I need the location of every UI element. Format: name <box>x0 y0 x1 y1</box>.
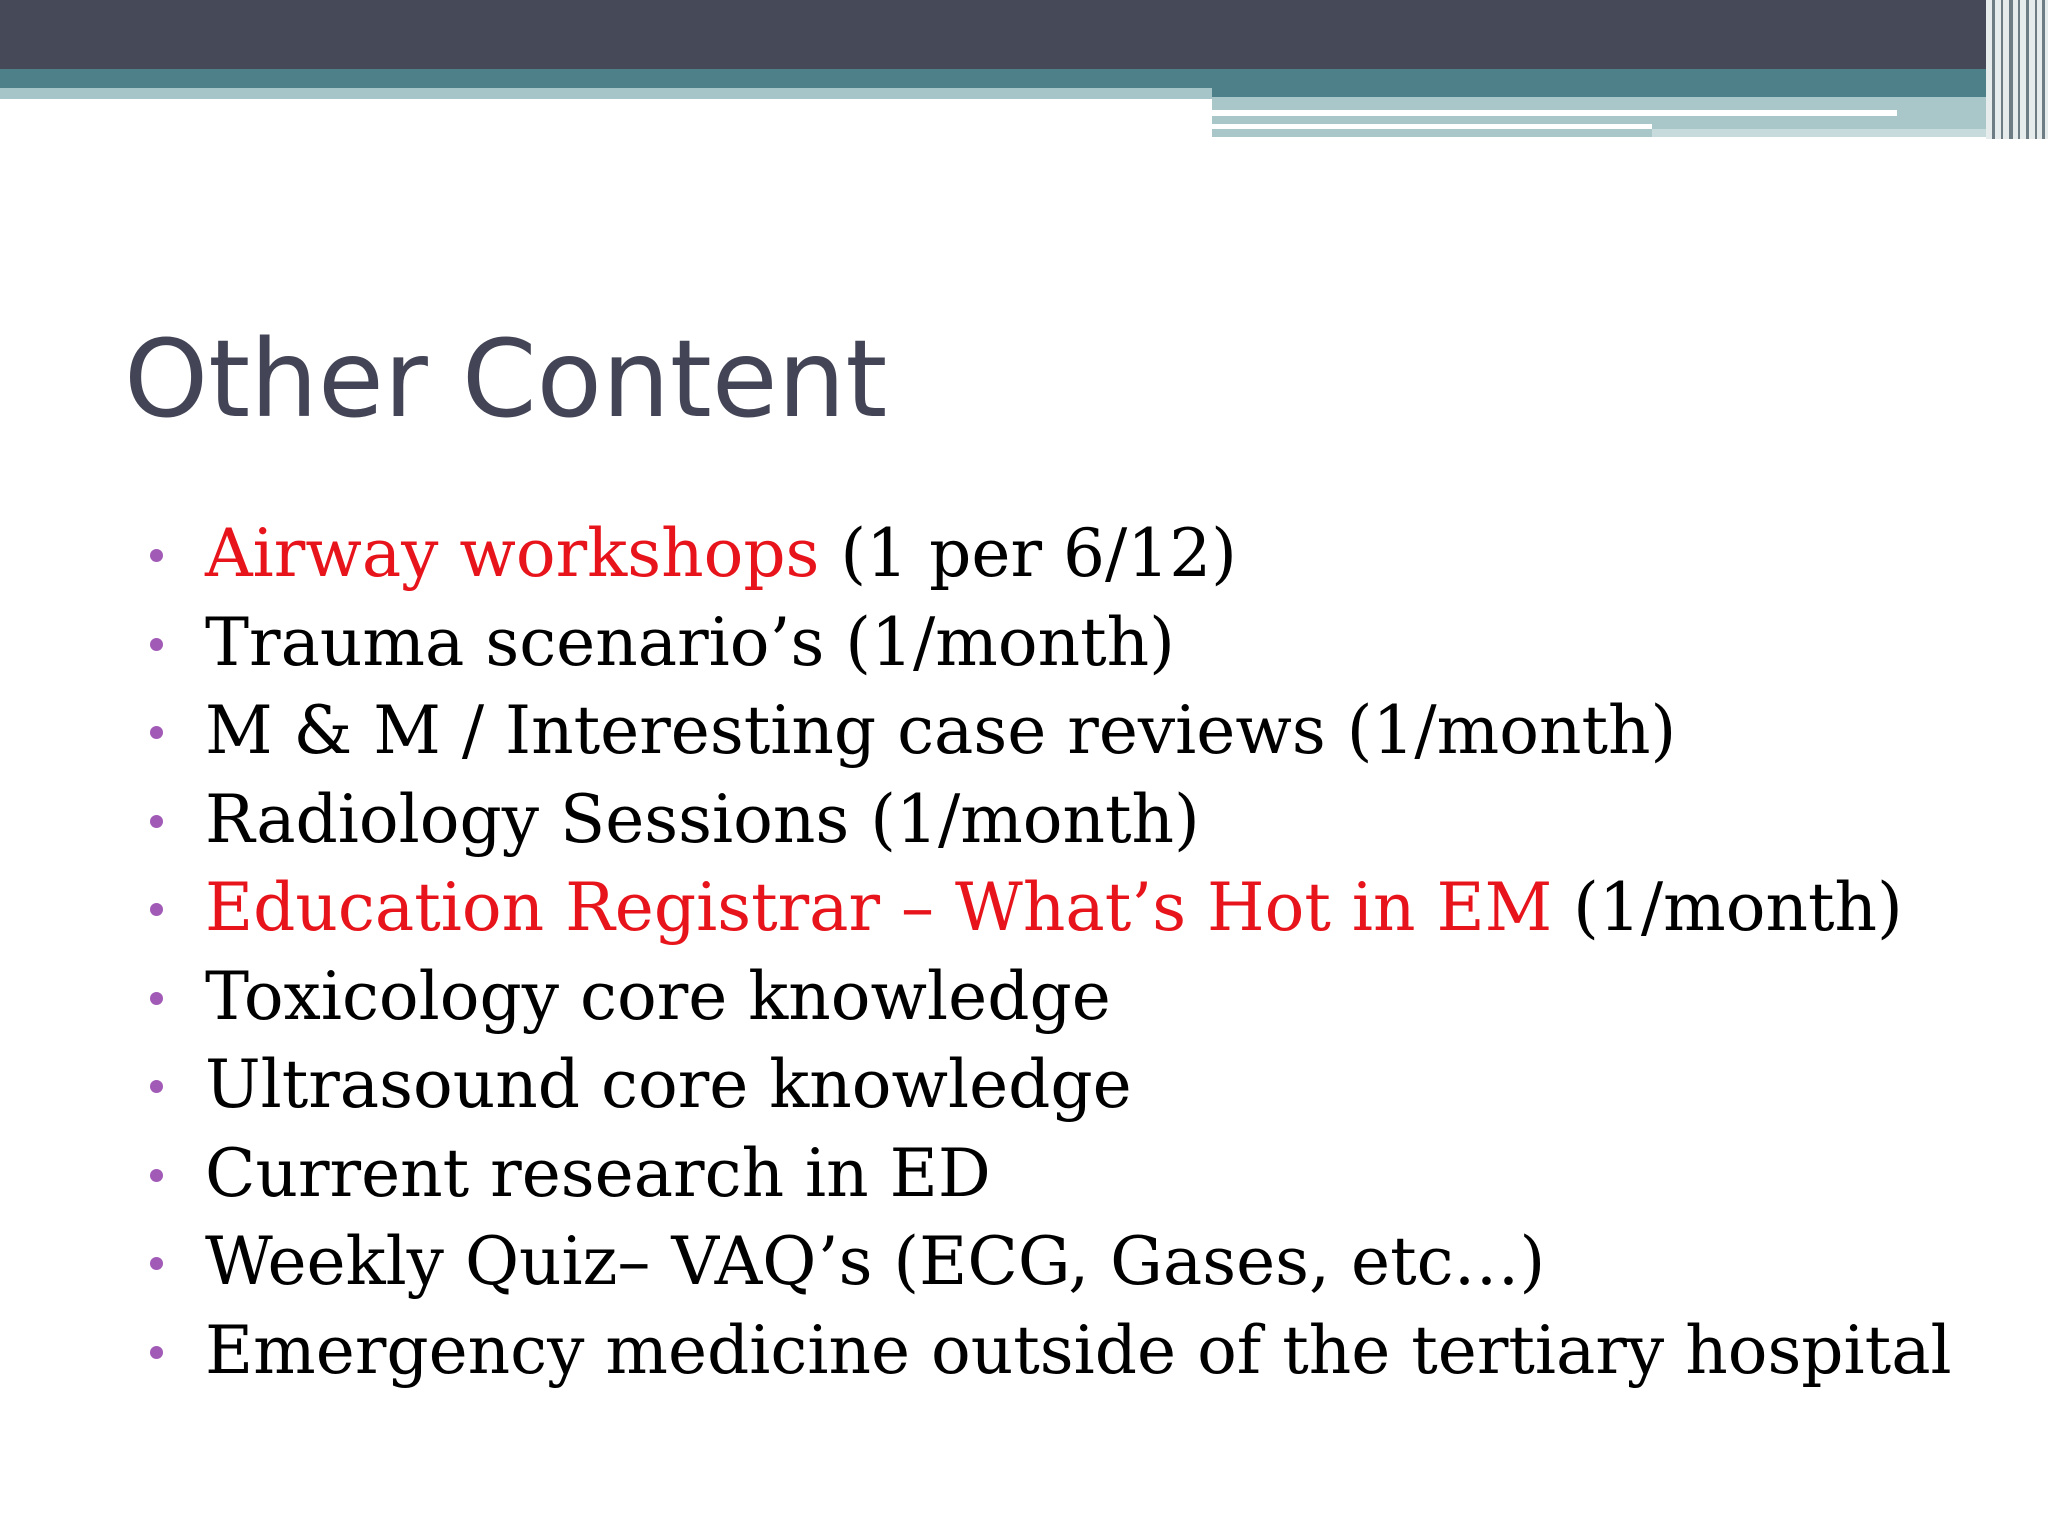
header-accent-line <box>1212 124 1652 129</box>
bullet-dot-icon <box>150 549 163 562</box>
bullet-item <box>0 510 1952 599</box>
bullet-highlight: Education Registrar – What’s Hot in EM <box>205 869 1553 946</box>
edge-stripe <box>2001 0 2003 139</box>
bullet-text: (1 per 6/12) <box>819 515 1237 592</box>
edge-stripe <box>2035 0 2037 139</box>
bullet-list <box>0 510 1952 1395</box>
bullet-text: Weekly Quiz– VAQ’s (ECG, Gases, etc…) <box>205 1223 1546 1300</box>
bullet-item <box>0 1218 1952 1307</box>
edge-stripe <box>2042 0 2045 139</box>
bullet-dot-icon <box>150 1080 163 1093</box>
bullet-item <box>0 776 1952 865</box>
edge-stripe <box>2026 0 2029 139</box>
bullet-text: (1/month) <box>1552 869 1903 946</box>
bullet-dot-icon <box>150 726 163 739</box>
bullet-highlight: Airway workshops <box>205 515 820 592</box>
bullet-dot-icon <box>150 1346 163 1359</box>
header-accent-line <box>1652 129 2002 137</box>
bullet-text: Current research in ED <box>205 1134 991 1212</box>
bullet-item <box>0 599 1952 688</box>
bullet-item <box>0 687 1952 776</box>
header-accent-line <box>1212 110 1897 116</box>
slide-title: Other Content <box>124 318 888 442</box>
bullet-text: Radiology Sessions (1/month) <box>205 780 1200 858</box>
edge-stripe <box>1992 0 1995 139</box>
header-teal-band <box>0 69 1212 88</box>
bullet-text: M & M / Interesting case reviews (1/month) <box>205 692 1677 769</box>
header-thin-band <box>0 88 1212 99</box>
bullet-item <box>0 1307 1952 1396</box>
header-dark-band <box>0 0 2048 69</box>
bullet-dot-icon <box>150 815 163 828</box>
bullet-item <box>0 1041 1952 1130</box>
bullet-dot-icon <box>150 1257 163 1270</box>
bullet-dot-icon <box>150 1169 163 1182</box>
bullet-text: Trauma scenario’s (1/month) <box>205 603 1175 681</box>
edge-stripe <box>2018 0 2020 139</box>
bullet-item <box>0 864 1952 953</box>
bullet-dot-icon <box>150 992 163 1005</box>
edge-stripe <box>2009 0 2013 139</box>
bullet-dot-icon <box>150 903 163 916</box>
bullet-item <box>0 1130 1952 1219</box>
bullet-text: Toxicology core knowledge <box>205 957 1111 1035</box>
header-teal-band-right <box>1212 69 2002 97</box>
bullet-dot-icon <box>150 638 163 651</box>
header-edge-decoration <box>1986 0 2048 139</box>
bullet-item <box>0 953 1952 1042</box>
bullet-text: Ultrasound core knowledge <box>205 1046 1132 1123</box>
bullet-text: Emergency medicine outside of the tertiary hospital <box>205 1311 1952 1389</box>
